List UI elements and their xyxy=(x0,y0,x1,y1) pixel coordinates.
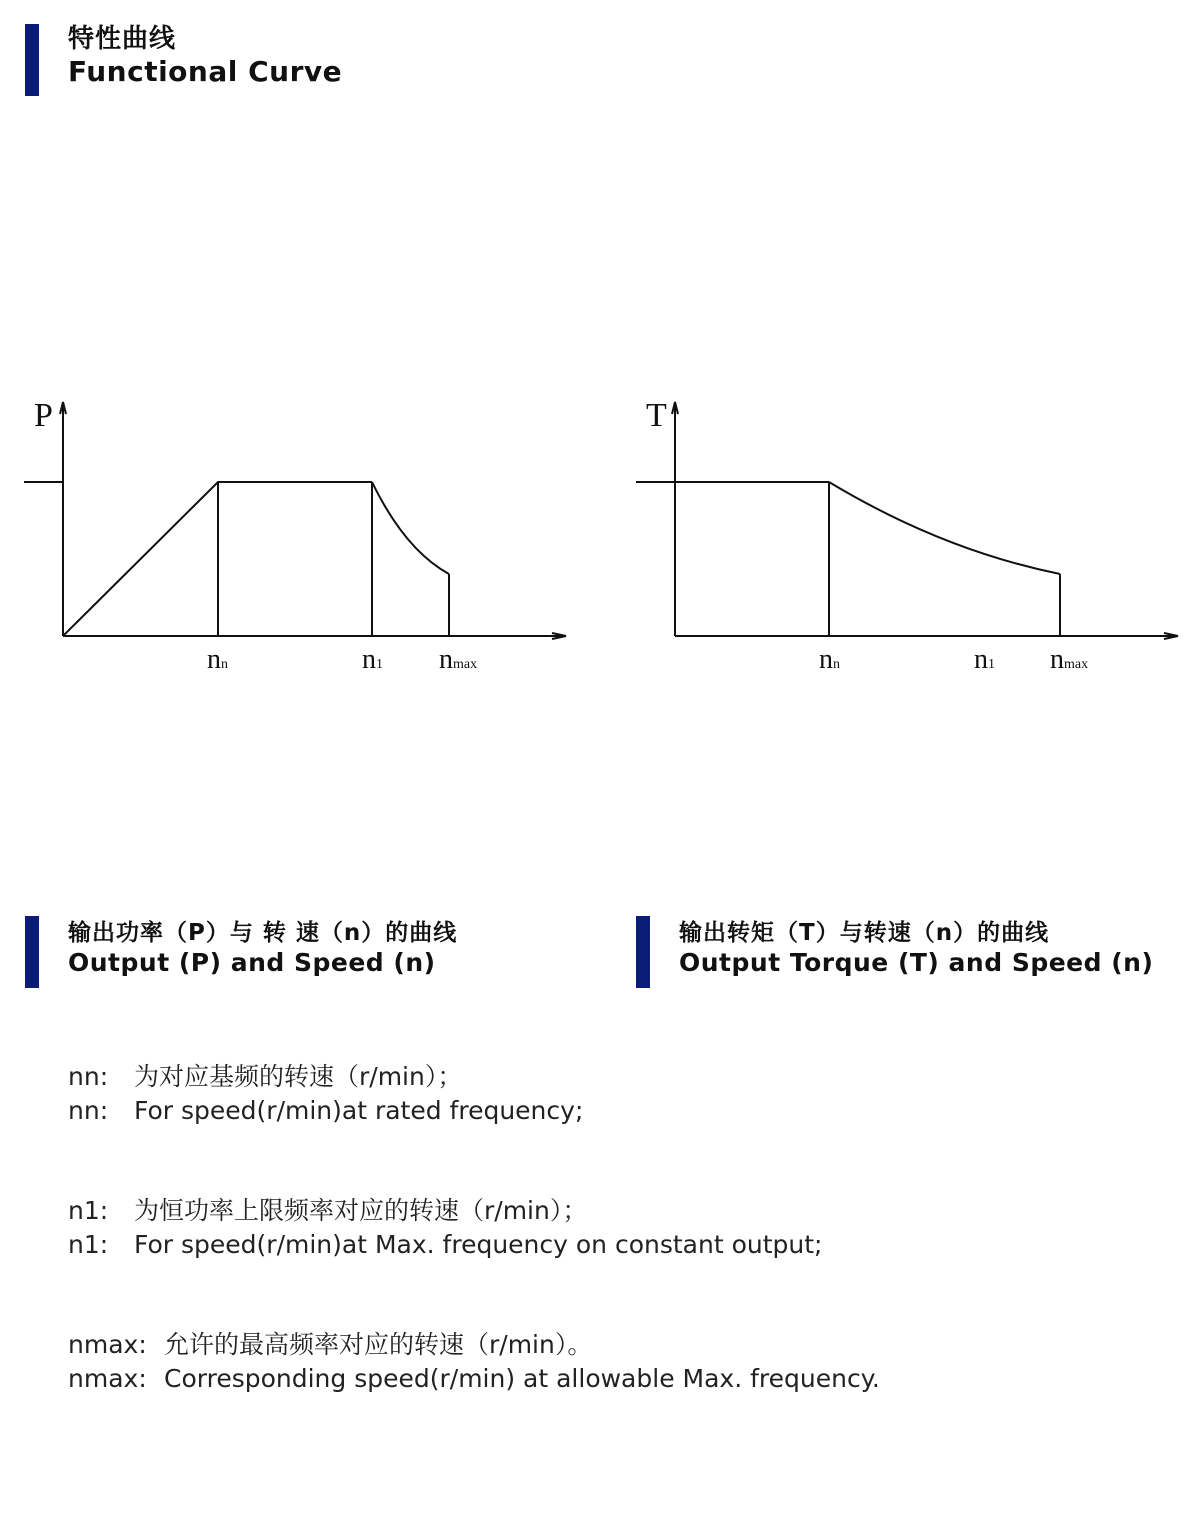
definition-line: nn: For speed(r/min)at rated frequency; xyxy=(68,1096,584,1125)
definition-nmax xyxy=(68,1328,880,1396)
definition-line: n1: For speed(r/min)at Max. frequency on constant output; xyxy=(68,1230,823,1259)
caption-torque-en: Output Torque (T) and Speed (n) xyxy=(679,947,1154,977)
definition-nn xyxy=(68,1060,583,1128)
tick-label-n1: n1 xyxy=(362,644,383,675)
caption-torque-zh: 输出转矩（T）与转速（n）的曲线 xyxy=(679,920,1050,946)
chart-caption-power xyxy=(68,920,457,978)
tick-label-nmax: nmax xyxy=(1050,644,1089,675)
y-axis-label-p: P xyxy=(34,397,53,434)
tick-label-nn: nn xyxy=(207,644,228,675)
tick-label-nmax: nmax xyxy=(439,644,478,675)
caption-power-en: Output (P) and Speed (n) xyxy=(68,947,436,977)
definition-line: nmax: Corresponding speed(r/min) at allowable Max. frequency. xyxy=(68,1364,880,1393)
title-accent-bar xyxy=(25,24,39,96)
tick-label-nn: nn xyxy=(819,644,840,675)
power-falloff-curve xyxy=(372,482,449,574)
y-axis-label-t: T xyxy=(646,397,667,434)
caption-accent-bar-1 xyxy=(25,916,39,988)
power-speed-chart xyxy=(0,390,600,690)
definition-line: nmax: 允许的最高频率对应的转速（r/min）。 xyxy=(68,1330,593,1359)
caption-accent-bar-2 xyxy=(636,916,650,988)
chart-caption-torque xyxy=(679,920,1153,978)
torque-falloff-curve xyxy=(829,482,1060,574)
page-title xyxy=(68,24,342,89)
caption-power-zh: 输出功率（P）与 转 速（n）的曲线 xyxy=(68,920,458,946)
definition-line: n1: 为恒功率上限频率对应的转速（r/min）； xyxy=(68,1196,588,1225)
torque-speed-chart xyxy=(612,390,1200,690)
page-title-zh: 特性曲线 xyxy=(68,24,177,54)
definition-n1 xyxy=(68,1194,822,1262)
tick-label-n1: n1 xyxy=(974,644,995,675)
page-title-en: Functional Curve xyxy=(68,55,343,89)
definition-line: nn: 为对应基频的转速（r/min）； xyxy=(68,1062,463,1091)
